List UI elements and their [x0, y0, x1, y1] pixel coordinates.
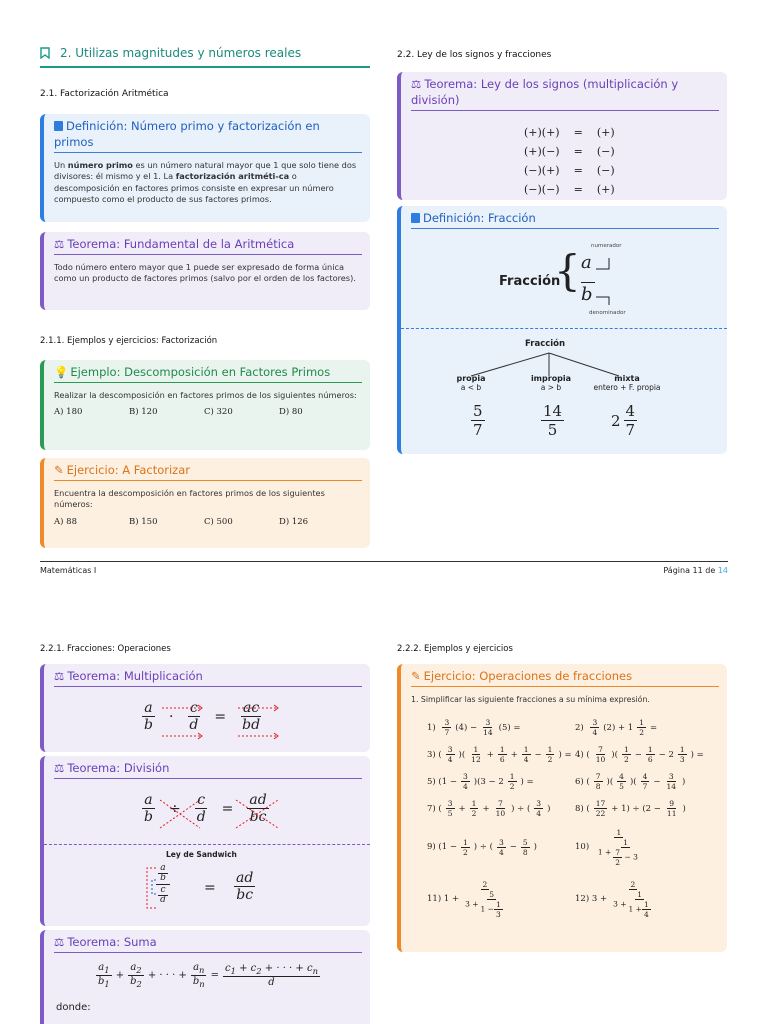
exercise-item-8: 8) ( $\frac{17}{22}$ + 1) ÷ (2 − $\frac{9}{11}$ ) — [575, 799, 686, 818]
fraction-brace: { — [554, 246, 581, 295]
exercise-item-10: 10) 1 1 + 1 $\frac{7}{2}$ − 3 — [575, 827, 638, 867]
dashed-separator — [401, 328, 727, 329]
bookmark-icon — [40, 47, 50, 59]
section-title — [40, 46, 370, 68]
footer-title: Matemáticas I — [40, 566, 97, 575]
subsection-2-1: 2.1. Factorización Aritmética — [40, 89, 169, 99]
multiplication-arrows — [156, 702, 286, 742]
theorem-multiplication-box — [40, 664, 370, 752]
exercise-item-4: 4) ( $\frac{7}{10}$ )( $\frac{1}{2}$ − $\frac{1}{6}$ − 2 $\frac{1}{3}$ ) = — [575, 745, 704, 764]
exercise-title: Ejercicio: A Factorizar — [66, 463, 190, 477]
total-pages-link[interactable]: 14 — [717, 566, 728, 575]
theorem-multiplication-title: Teorema: Multiplicación — [67, 669, 203, 683]
example-impropia: $\frac{14}{5}$ — [543, 402, 563, 439]
scale-icon: ⚖ — [54, 935, 65, 949]
exercise-options: A) 88 B) 150 C) 500 D) 126 — [54, 516, 309, 527]
exercise-item-1: 1) $\frac{3}{7}$ (4) − $\frac{3}{14}$ (5) = — [427, 718, 521, 737]
example-options: A) 180 B) 120 C) 320 D) 80 — [54, 407, 303, 418]
sandwich-stack: $\frac{a}{b}$ $\frac{c}{d}$ — [156, 864, 170, 905]
fraction-arrows — [593, 250, 617, 310]
footer-page-number: Página 11 de 14 — [663, 566, 728, 575]
scale-icon: ⚖ — [54, 669, 65, 683]
theorem-division-box — [40, 756, 370, 926]
pencil-icon: ✎ — [54, 463, 64, 477]
exercise-item-7: 7) ( $\frac{3}{5}$ + $\frac{1}{2}$ + $\frac{7}{10}$ ) ÷ ( $\frac{3}{4}$ ) — [427, 799, 551, 818]
exercise-item-9: 9) (1 − $\frac{1}{2}$ ) ÷ ( $\frac{3}{4}$ − $\frac{5}{8}$ ) — [427, 837, 537, 857]
sum-where: donde: — [56, 1002, 91, 1013]
example-body: Realizar la descomposición en factores primos de los siguientes números: — [54, 390, 357, 400]
theorem-sum-title: Teorema: Suma — [67, 935, 157, 949]
subsection-2-2-2: 2.2.2. Ejemplos y ejercicios — [397, 644, 513, 654]
exercise-item-3: 3) ( $\frac{3}{4}$ )( $\frac{1}{12}$ + $\frac{1}{6}$ + $\frac{1}{4}$ − $\frac{1}{2}$ ) = — [427, 745, 572, 764]
definition-fraction-box — [397, 206, 727, 454]
theorem-body: Todo número entero mayor que 1 puede ser expresado de forma única como un producto de factores primos (salvo por el orden de los factores). — [54, 262, 356, 284]
theorem-sum-box — [40, 930, 370, 1024]
exercise-item-5: 5) (1 − $\frac{3}{4}$ )(3 − 2 $\frac{1}{2}$ ) = — [427, 772, 534, 791]
lightbulb-icon: 💡 — [54, 365, 69, 379]
exercise-operations-title: Ejercicio: Operaciones de fracciones — [423, 669, 633, 683]
sum-formula: $\frac{a_1}{b_1}$ + $\frac{a_2}{b_2}$ + · · · + $\frac{a_n}{b_n}$ = $\frac{c_1 + c_2 + \cdot \cdot \cdot + c_n}{d}$ — [98, 962, 318, 989]
sandwich-result: $\frac{ad}{bc}$ — [236, 870, 254, 903]
theorem-division-title: Teorema: División — [67, 761, 170, 775]
sandwich-brackets — [144, 866, 164, 912]
definition-icon — [54, 121, 63, 131]
sandwich-label: Ley de Sandwich — [166, 850, 237, 859]
exercise-item-11: 11) 1 + 2 3 + 5 1 − $\frac{1}{3}$ — [427, 879, 501, 919]
definition-fraction-title: Definición: Fracción — [423, 211, 536, 225]
fraction-numerator: a — [581, 252, 592, 273]
example-propia: $\frac{5}{7}$ — [473, 402, 483, 439]
tree-root: Fracción — [525, 339, 566, 349]
sandwich-equals: = — [204, 880, 216, 896]
example-title: Ejemplo: Descomposición en Factores Primos — [70, 365, 331, 379]
definition-title: Definición: Número primo y factorización en primos — [54, 119, 320, 149]
kind-impropia: impropia a > b — [530, 374, 572, 392]
example-mixta: 2 $\frac{4}{7}$ — [611, 402, 636, 439]
example-box — [40, 360, 370, 450]
exercise-item-12: 12) 3 + 2 3 + 1 1 + $\frac{1}{4}$ — [575, 879, 649, 919]
exercise-body: Encuentra la descomposición en factores primos de los siguientes números: — [54, 488, 325, 510]
signs-table: (+)(+) = (+) (+)(−) = (−) (−)(+) = (−) (−)(−) = (+) — [524, 126, 615, 196]
scale-icon: ⚖ — [411, 77, 422, 91]
exercise-operations-box — [397, 664, 727, 952]
section-title-text: 2. Utilizas magnitudes y números reales — [60, 46, 302, 60]
fraction-denominator: b — [581, 284, 593, 305]
kind-mixta: mixta entero + F. propia — [593, 374, 661, 392]
exercise-operations-list — [427, 714, 723, 926]
page-footer — [40, 561, 728, 575]
numerator-label: numerador — [591, 243, 622, 249]
dashed-separator — [44, 844, 370, 845]
multiplication-formula: $\frac{a}{b}$ · $\frac{c}{d}$ = $\frac{ac}{bd}$ — [144, 700, 261, 733]
subsection-2-2-1: 2.2.1. Fracciones: Operaciones — [40, 644, 171, 654]
denominator-label: denominador — [589, 310, 626, 316]
exercise-operations-intro: 1. Simplificar las siguiente fracciones a su mínima expresión. — [411, 695, 650, 704]
scale-icon: ⚖ — [54, 237, 65, 251]
subsection-2-2: 2.2. Ley de los signos y fracciones — [397, 50, 552, 60]
pencil-icon: ✎ — [411, 669, 421, 683]
division-formula: $\frac{a}{b}$ ÷ $\frac{c}{d}$ = $\frac{ad}{bc}$ — [144, 792, 267, 825]
definition-body: Un número primo es un número natural mayor que 1 que solo tiene dos divisores: él mismo y el 1. La factorización aritméti-ca o descomposición en factores primos consiste en expresar un número compuesto como el producto de sus factores primos. — [54, 160, 357, 205]
scale-icon: ⚖ — [54, 761, 65, 775]
exercise-item-2: 2) $\frac{3}{4}$ (2) + 1 $\frac{1}{2}$ = — [575, 718, 658, 737]
theorem-signs-title: Teorema: Ley de los signos (multiplicación y división) — [411, 77, 679, 107]
theorem-signs-box — [397, 72, 727, 200]
theorem-title: Teorema: Fundamental de la Aritmética — [67, 237, 295, 251]
exercise-box — [40, 458, 370, 548]
definition-prime-box — [40, 114, 370, 222]
subsection-2-1-1: 2.1.1. Ejemplos y ejercicios: Factorización — [40, 336, 218, 346]
fraction-label: Fracción — [499, 274, 561, 289]
definition-icon — [411, 213, 420, 223]
exercise-item-6: 6) ( $\frac{7}{8}$ )( $\frac{4}{5}$ )( $\frac{4}{7}$ − $\frac{3}{14}$ ) — [575, 772, 686, 791]
division-cross-arrows — [154, 794, 294, 834]
theorem-fundamental-box — [40, 232, 370, 310]
kind-propia: propia a < b — [456, 374, 486, 392]
